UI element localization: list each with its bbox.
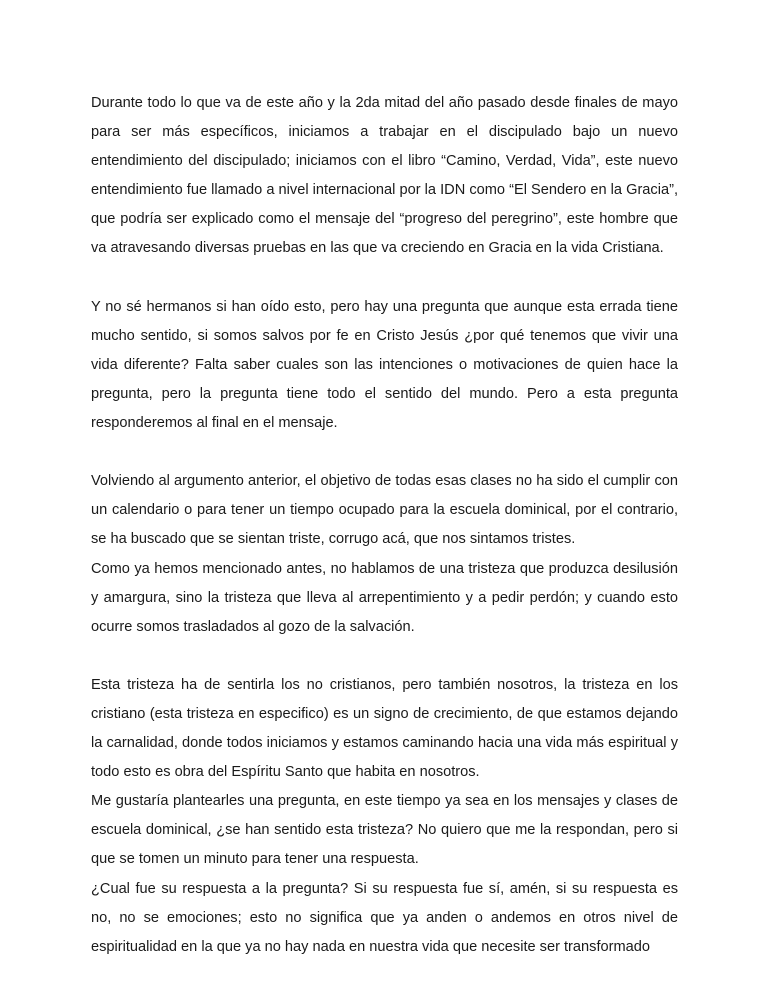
- paragraph-ask-question: Me gustaría plantearles una pregunta, en este tiempo ya sea en los mensajes y clases de escuela dominical, ¿se han sentido esta tristeza? No quiero que me la respondan, pero si que se tomen un minuto para tener una respuesta.: [91, 793, 678, 868]
- paragraph-answer: ¿Cual fue su respuesta a la pregunta? Si su respuesta fue sí, amén, si su respuesta es no, no se emociones; esto no significa que ya anden o andemos en otros nivel de espiritualidad en la que ya no hay nada en nuestra vida que necesite ser transformado: [91, 880, 678, 955]
- paragraph-argument: Volviendo al argumento anterior, el objetivo de todas esas clases no ha sido el cumplir con un calendario o para tener un tiempo ocupado para la escuela dominical, por el contrario, se ha buscado que se sientan triste, corrugo acá, que nos sintamos tristes.: [91, 473, 678, 548]
- paragraph-sadness-growth: Esta tristeza ha de sentirla los no cristianos, pero también nosotros, la tristeza en los cristiano (esta tristeza en especifico) es un signo de crecimiento, de que estamos dejando la carnalidad, donde todos iniciamos y estamos caminando hacia una vida más espiritual y todo esto es obra del Espíritu Santo que habita en nosotros.: [91, 676, 678, 781]
- paragraph-intro: Durante todo lo que va de este año y la 2da mitad del año pasado desde finales de mayo para ser más específicos, iniciamos a trabajar en el discipulado bajo un nuevo entendimiento del discipulado; iniciamos con el libro “Camino, Verdad, Vida”, este nuevo entendimiento fue llamado a nivel internacional por la IDN como “El Sendero en la Gracia”, que podría ser explicado como el mensaje del “progreso del peregrino”, este hombre que va atravesando diversas pruebas en las que va creciendo en Gracia en la vida Cristiana.: [91, 95, 678, 257]
- paragraph-question: Y no sé hermanos si han oído esto, pero hay una pregunta que aunque esta errada tiene mucho sentido, si somos salvos por fe en Cristo Jesús ¿por qué tenemos que vivir una vida diferente? Falta saber cuales son las intenciones o motivaciones de quien hace la pregunta, pero la pregunta tiene todo el sentido del mundo. Pero a esta pregunta responderemos al final en el mensaje.: [91, 298, 678, 432]
- paragraph-sadness-repentance: Como ya hemos mencionado antes, no hablamos de una tristeza que produzca desilusión y amargura, sino la tristeza que lleva al arrepentimiento y a pedir perdón; y cuando esto ocurre somos trasladados al gozo de la salvación.: [91, 560, 678, 635]
- document-body: [91, 89, 678, 962]
